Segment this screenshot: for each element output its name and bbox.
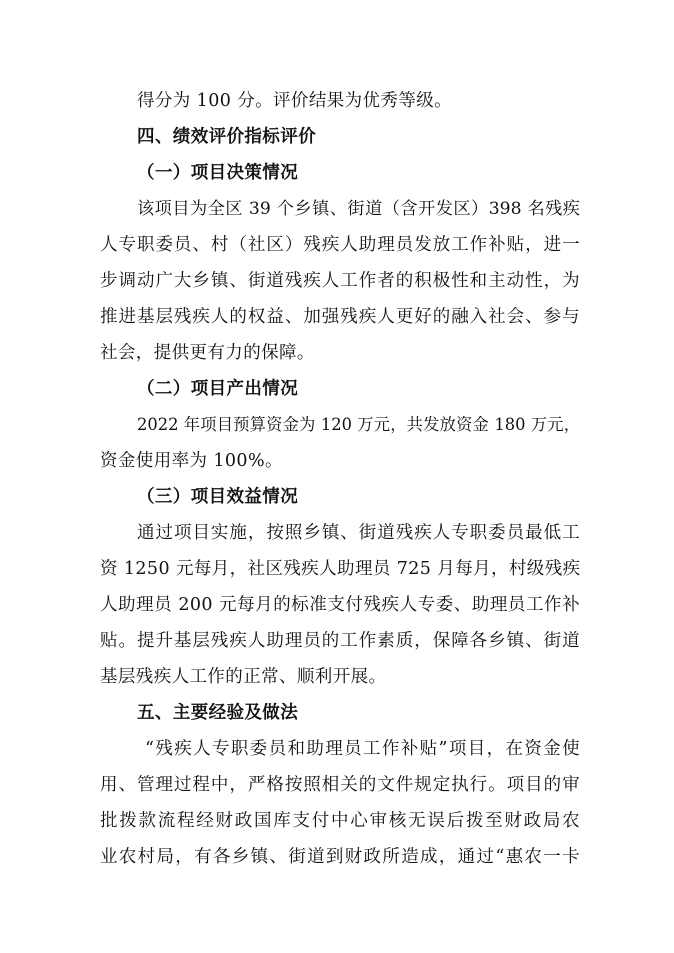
paragraph-line: 该项目为全区 39 个乡镇、街道（含开发区）398 名残疾 xyxy=(137,199,580,219)
paragraph-line: 人助理员 200 元每月的标准支付残疾人专委、助理员工作补 xyxy=(100,595,580,615)
section-heading: 五、主要经验及做法 xyxy=(137,703,299,723)
paragraph-line: 批拨款流程经财政国库支付中心审核无误后拨至财政局农 xyxy=(100,811,580,831)
paragraph-line: 资金使用率为 100%。 xyxy=(100,451,283,471)
subsection-heading: （二）项目产出情况 xyxy=(137,379,299,399)
paragraph-line: 资 1250 元每月，社区残疾人助理员 725 月每月，村级残疾 xyxy=(100,559,581,579)
paragraph-line: “残疾人专职委员和助理员工作补贴”项目，在资金使 xyxy=(145,739,580,759)
paragraph-line: 社会，提供更有力的保障。 xyxy=(100,343,315,363)
paragraph-line: 用、管理过程中，严格按照相关的文件规定执行。项目的审 xyxy=(100,775,580,795)
paragraph-line: 基层残疾人工作的正常、顺利开展。 xyxy=(100,667,387,687)
paragraph-line: 通过项目实施，按照乡镇、街道残疾人专职委员最低工 xyxy=(137,523,580,543)
paragraph-line: 2022 年项目预算资金为 120 万元，共发放资金 180 万元， xyxy=(137,415,580,434)
section-heading: 四、绩效评价指标评价 xyxy=(137,127,316,147)
paragraph-line: 推进基层残疾人的权益、加强残疾人更好的融入社会、参与 xyxy=(100,307,580,327)
paragraph-line: 人专职委员、村（社区）残疾人助理员发放工作补贴，进一 xyxy=(100,235,580,255)
paragraph-line: 得分为 100 分。评价结果为优秀等级。 xyxy=(137,91,453,111)
paragraph-line: 业农村局，有各乡镇、街道到财政所造成，通过“惠农一卡 xyxy=(100,847,580,867)
paragraph-line: 贴。提升基层残疾人助理员的工作素质，保障各乡镇、街道 xyxy=(100,631,580,651)
subsection-heading: （一）项目决策情况 xyxy=(137,163,299,183)
paragraph-line: 步调动广大乡镇、街道残疾人工作者的积极性和主动性，为 xyxy=(100,271,580,291)
subsection-heading: （三）项目效益情况 xyxy=(137,487,299,507)
